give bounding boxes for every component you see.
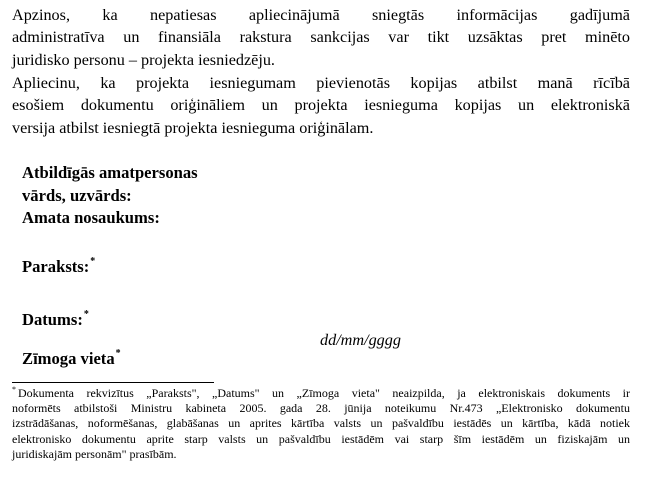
footnote-marker: * (12, 385, 16, 394)
stamp-place-label (22, 348, 121, 370)
footnote-line (12, 386, 630, 401)
certification-paragraph (12, 72, 630, 139)
footnote-line: elektronisko dokumentu aprite starp valsts un pašvaldību iestādēm vai starp šīm iestādēm un fiziskajām un (12, 431, 630, 446)
paragraph-line: Apliecinu, ka projekta iesniegumam pievienotās kopijas atbilst manā rīcībā (12, 74, 630, 92)
footnote-line-text: Dokumenta rekvizītus „Paraksts", „Datums" un „Zīmoga vieta" neaizpilda, ja elektroniskais dokuments ir (18, 386, 630, 400)
paragraph-line: juridisko personu – projekta iesniedzēju. (12, 50, 275, 69)
footnote-line: izstrādāšanas, noformēšanas, glabāšanas un aprites kārtība valsts un pašvaldību iestādēs un kārtība, kādā notiek (12, 416, 630, 431)
footnote-line: noformēts atbilstoši Ministru kabineta 2005. gada 28. jūnija noteikumu Nr.473 „Elektronisko dokumentu (12, 401, 630, 416)
name-surname-label: vārds, uzvārds: (22, 186, 132, 205)
paragraph-line: versija atbilst iesniegtā projekta iesnieguma oriģinālam. (12, 118, 374, 137)
date-label-text: Datums: (22, 310, 83, 329)
stamp-label-text: Zīmoga vieta (22, 349, 115, 368)
paragraph-line: administratīva un finansiāla rakstura sankcijas var tikt uzsāktas pret minēto (12, 28, 630, 47)
responsible-official-label: Atbildīgās amatpersonas (22, 163, 198, 182)
liability-paragraph (12, 4, 630, 71)
footnote-asterisk: * (83, 309, 89, 320)
position-title-label: Amata nosaukums: (22, 208, 160, 227)
footnote (12, 386, 630, 462)
paragraph-line: Apzinos, ka nepatiesas apliecinājumā sniegtās informācijas gadījumā (12, 6, 630, 24)
date-format-hint: dd/mm/gggg (320, 331, 401, 349)
date-label (22, 309, 89, 331)
footnote-asterisk: * (115, 348, 121, 359)
footnote-divider (12, 382, 214, 383)
signature-label (22, 256, 95, 278)
signature-label-text: Paraksts: (22, 257, 90, 276)
paragraph-line: esošiem dokumentu oriģināliem un projekta iesnieguma kopijas un elektroniskā (12, 96, 630, 115)
footnote-asterisk: * (90, 256, 96, 267)
footnote-line: juridiskajām personām" prasībām. (12, 446, 177, 461)
